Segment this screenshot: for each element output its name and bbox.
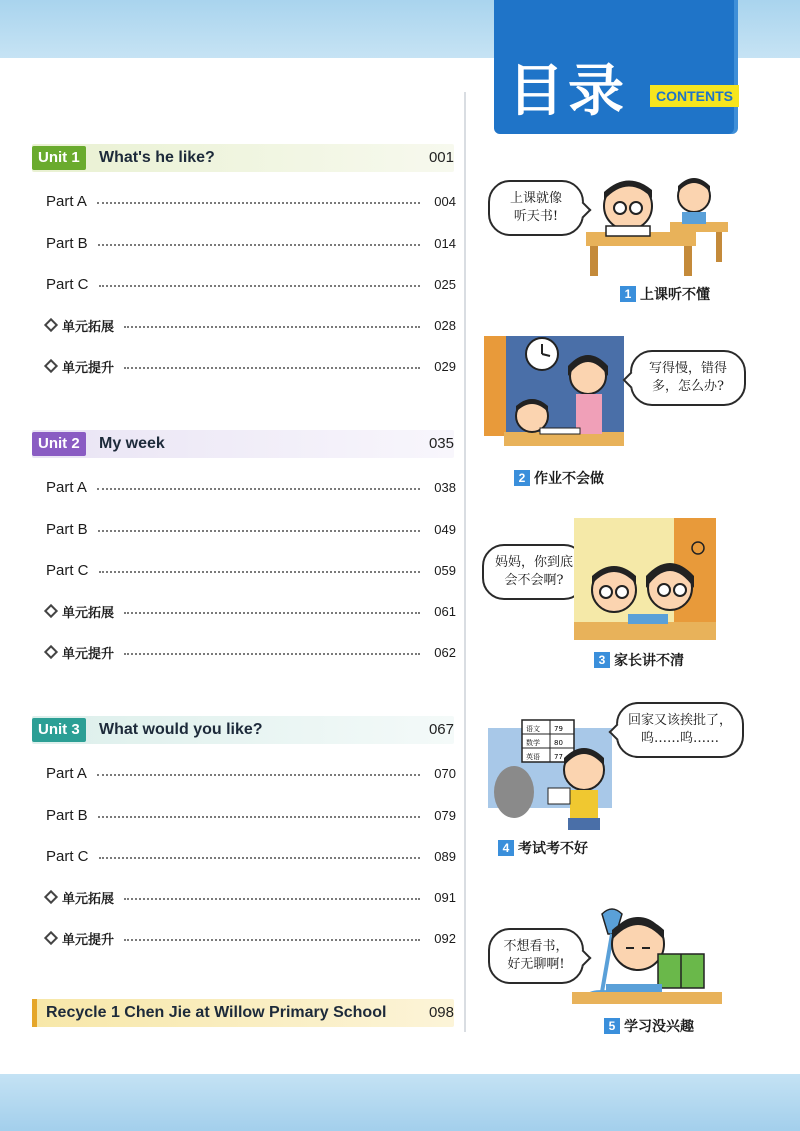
entry-page: 062	[434, 644, 456, 660]
toc-entry[interactable]	[46, 845, 456, 867]
entry-label: Part C	[46, 847, 89, 865]
entry-page: 089	[434, 848, 456, 864]
report-card-label: 语文	[526, 725, 540, 733]
toc-entry[interactable]	[46, 641, 456, 663]
leader-dots	[99, 857, 420, 859]
toc-entry[interactable]	[46, 273, 456, 295]
report-card-score: 80	[554, 739, 563, 747]
panel-number: 1	[620, 286, 636, 302]
report-card-score: 79	[554, 725, 563, 733]
entry-page: 028	[434, 317, 456, 333]
speech-bubble: 回家又该挨批了， 呜……呜……	[616, 702, 744, 758]
leader-dots	[124, 612, 420, 614]
panel-caption: 5 学习没兴趣	[604, 1016, 694, 1036]
speech-bubble: 上课就像 听天书!	[488, 180, 584, 236]
leader-dots	[124, 367, 420, 369]
speech-bubble: 妈妈，你到底 会不会啊?	[482, 544, 586, 600]
leader-dots	[97, 202, 420, 204]
entry-page: 070	[434, 765, 456, 781]
unit-header-bar	[32, 430, 454, 458]
entry-page: 049	[434, 521, 456, 537]
diamond-icon	[44, 604, 58, 618]
entry-label: Part C	[46, 275, 89, 293]
toc-entry[interactable]	[46, 518, 456, 540]
panel-caption: 2 作业不会做	[514, 468, 604, 488]
entry-page: 014	[434, 235, 456, 251]
leader-dots	[124, 653, 420, 655]
panel-number: 2	[514, 470, 530, 486]
toc-entry[interactable]	[46, 927, 456, 949]
unit-page-number: 067	[428, 721, 454, 738]
diamond-icon	[44, 890, 58, 904]
bottom-band	[0, 1074, 800, 1131]
leader-dots	[124, 326, 420, 328]
speech-bubble: 写得慢，错得 多，怎么办?	[630, 350, 746, 406]
cartoon-homework-scene	[484, 336, 624, 458]
entry-page: 038	[434, 479, 456, 495]
unit-page-number: 035	[428, 435, 454, 452]
diamond-icon	[44, 645, 58, 659]
toc-entry[interactable]	[46, 314, 456, 336]
entry-page: 079	[434, 807, 456, 823]
leader-dots	[97, 774, 420, 776]
toc-entry[interactable]	[46, 600, 456, 622]
leader-dots	[97, 488, 420, 490]
toc-entry[interactable]	[46, 804, 456, 826]
entry-label: Part B	[46, 520, 88, 538]
unit-title[interactable]: What's he like?	[99, 149, 215, 166]
speech-bubble: 不想看书， 好无聊啊!	[488, 928, 584, 984]
panel-number: 3	[594, 652, 610, 668]
recycle-title[interactable]: Recycle 1 Chen Jie at Willow Primary School	[46, 1004, 387, 1021]
unit-title[interactable]: My week	[99, 435, 165, 452]
cartoon-parent-child	[574, 518, 716, 644]
entry-label: 单元提升	[62, 646, 115, 662]
entry-label: 单元拓展	[62, 891, 115, 907]
leader-dots	[124, 898, 420, 900]
unit-page-number: 001	[428, 149, 454, 166]
entry-label: Part C	[46, 561, 89, 579]
toc-entry[interactable]	[46, 886, 456, 908]
diamond-icon	[44, 359, 58, 373]
report-card-label: 数学	[526, 739, 540, 747]
page-title: 目录	[508, 59, 628, 124]
report-card-label: 英语	[526, 753, 540, 761]
cartoon-bored-reader	[572, 904, 722, 1008]
diamond-icon	[44, 931, 58, 945]
entry-page: 091	[434, 889, 456, 905]
entry-label: Part A	[46, 192, 87, 210]
leader-dots	[98, 530, 420, 532]
toc-entry[interactable]	[46, 762, 456, 784]
entry-label: Part A	[46, 478, 87, 496]
recycle-page-number: 098	[428, 1004, 454, 1021]
leader-dots	[99, 285, 420, 287]
leader-dots	[98, 816, 420, 818]
panel-caption: 1 上课听不懂	[620, 284, 710, 304]
leader-dots	[98, 244, 420, 246]
entry-page: 092	[434, 930, 456, 946]
unit-badge: Unit 2	[32, 432, 86, 456]
diamond-icon	[44, 318, 58, 332]
entry-label: Part B	[46, 806, 88, 824]
leader-dots	[99, 571, 420, 573]
entry-label: Part A	[46, 764, 87, 782]
entry-page: 025	[434, 276, 456, 292]
entry-label: 单元提升	[62, 932, 115, 948]
entry-page: 004	[434, 193, 456, 209]
unit-badge: Unit 3	[32, 718, 86, 742]
entry-label: 单元提升	[62, 360, 115, 376]
toc-entry[interactable]	[46, 355, 456, 377]
panel-caption: 3 家长讲不清	[594, 650, 684, 670]
panel-number: 5	[604, 1018, 620, 1034]
entry-page: 029	[434, 358, 456, 374]
report-card-score: 77	[554, 753, 563, 761]
entry-label: 单元拓展	[62, 605, 115, 621]
panel-caption: 4 考试考不好	[498, 838, 588, 858]
toc-entry[interactable]	[46, 559, 456, 581]
page-subtitle: CONTENTS	[650, 85, 739, 107]
panel-number: 4	[498, 840, 514, 856]
toc-entry[interactable]	[46, 476, 456, 498]
entry-page: 061	[434, 603, 456, 619]
entry-page: 059	[434, 562, 456, 578]
toc-entry[interactable]	[46, 232, 456, 254]
column-divider	[464, 92, 466, 1032]
recycle-stripe	[32, 999, 37, 1027]
cartoon-bored-student	[586, 170, 736, 278]
entry-label: 单元拓展	[62, 319, 115, 335]
unit-badge: Unit 1	[32, 146, 86, 170]
entry-label: Part B	[46, 234, 88, 252]
cartoon-exam-scene	[488, 718, 612, 834]
leader-dots	[124, 939, 420, 941]
toc-entry[interactable]	[46, 190, 456, 212]
unit-header-bar	[32, 144, 454, 172]
unit-title[interactable]: What would you like?	[99, 721, 263, 738]
